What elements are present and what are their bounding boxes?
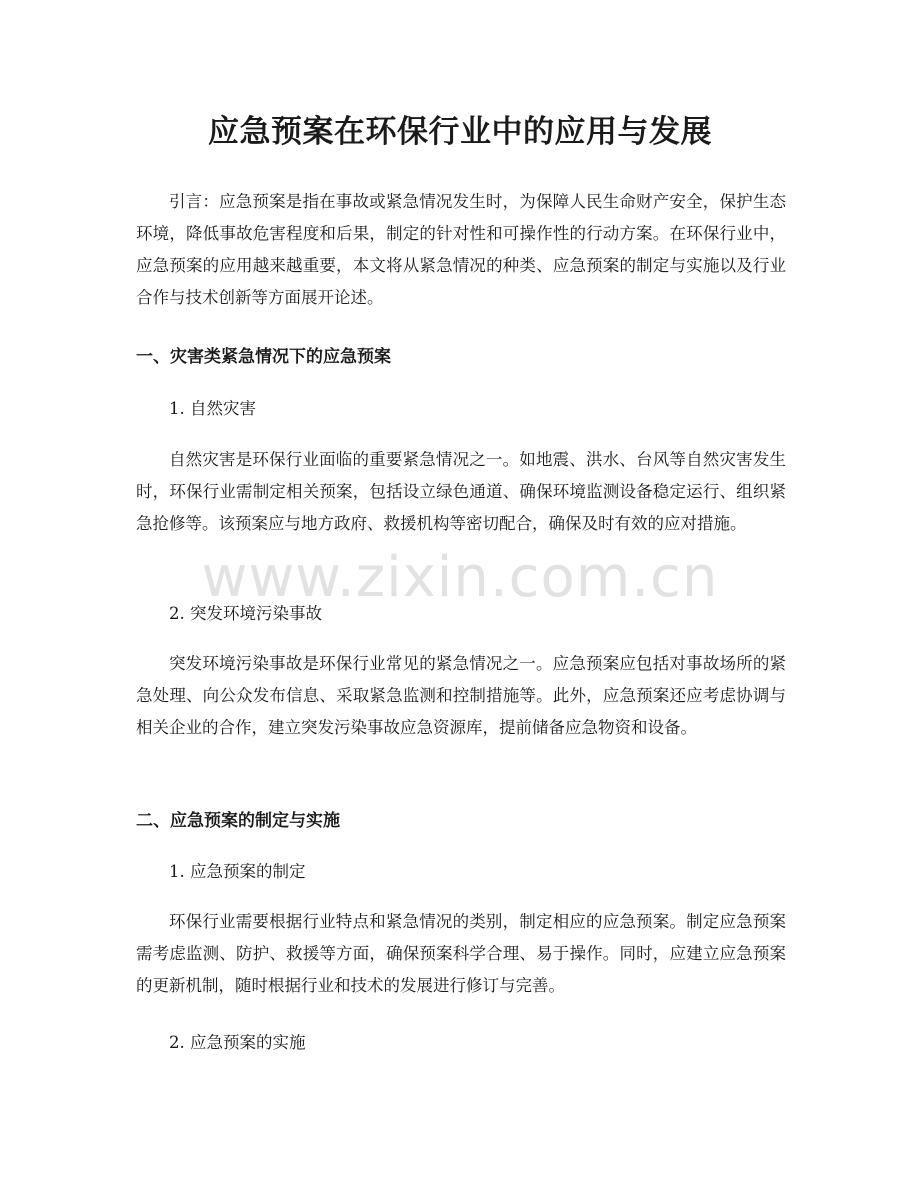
section-1-sub-1-label: 1. 自然灾害 — [169, 399, 256, 418]
section-1-sub-2-label: 2. 突发环境污染事故 — [169, 604, 322, 623]
section-2-sub-2-label: 2. 应急预案的实施 — [169, 1033, 306, 1052]
watermark: www.zixin.com.cn — [201, 545, 719, 610]
section-1-sub-2-paragraph: 突发环境污染事故是环保行业常见的紧急情况之一。应急预案应包括对事故场所的紧急处理、向公众发布信息、采取紧急监测和控制措施等。此外，应急预案还应考虑协调与相关企业的合作，建立突发污染事故应急资源库，提前储备应急物资和设备。 — [136, 654, 786, 737]
section-1-sub-1-paragraph: 自然灾害是环保行业面临的重要紧急情况之一。如地震、洪水、台风等自然灾害发生时，环保行业需制定相关预案，包括设立绿色通道、确保环境监测设备稳定运行、组织紧急抢修等。该预案应与地方政府、救援机构等密切配合，确保及时有效的应对措施。 — [136, 450, 786, 533]
section-2-sub-1-paragraph: 环保行业需要根据行业特点和紧急情况的类别，制定相应的应急预案。制定应急预案需考虑监测、防护、救援等方面，确保预案科学合理、易于操作。同时，应建立应急预案的更新机制，随时根据行业和技术的发展进行修订与完善。 — [136, 912, 786, 995]
section-2-sub-1-label: 1. 应急预案的制定 — [169, 862, 306, 881]
section-2-heading: 二、应急预案的制定与实施 — [136, 811, 340, 831]
intro-paragraph: 引言：应急预案是指在事故或紧急情况发生时，为保障人民生命财产安全，保护生态环境，降低事故危害程度和后果，制定的针对性和可操作性的行动方案。在环保行业中，应急预案的应用越来越重要，本文将从紧急情况的种类、应急预案的制定与实施以及行业合作与技术创新等方面展开论述。 — [136, 192, 786, 307]
document-title: 应急预案在环保行业中的应用与发展 — [208, 114, 712, 150]
section-1-heading: 一、灾害类紧急情况下的应急预案 — [136, 347, 391, 367]
